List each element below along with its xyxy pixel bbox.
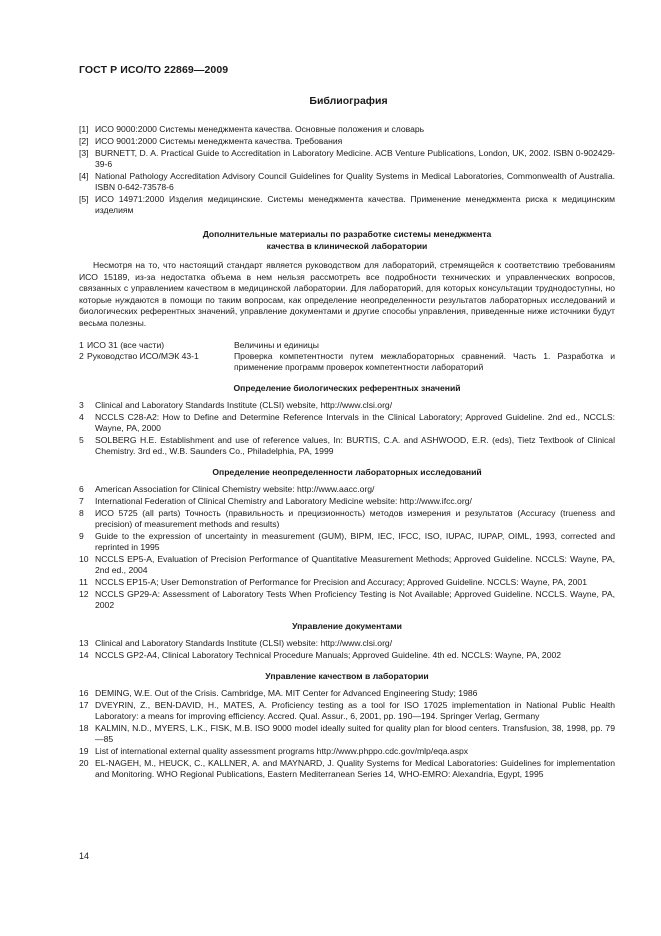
bibliography-item-number: [2]: [79, 136, 89, 146]
reference-item: [79, 758, 615, 780]
reference-item-text: NCCLS EP15-A; User Demonstration of Performance for Precision and Accuracy; Approved Guideline. NCCLS: Wayne, PA, 2001: [95, 576, 587, 587]
reference-item: [79, 484, 615, 495]
bibliography-item-number: [1]: [79, 124, 89, 134]
standard-item-text: Проверка компетентности путем межлабораторных сравнений. Часть 1. Разработка и применение программ проверок компетентности лабораторий: [234, 350, 615, 372]
reference-item-text: DEMING, W.E. Out of the Crisis. Cambridge, MA. MIT Center for Advanced Engineering Study; 1986: [95, 687, 478, 698]
bibliography-item-text: National Pathology Accreditation Advisory Council Guidelines for Quality Systems in Medical Laboratories, Commonwealth of Australia. ISBN 0-642-73578-6: [95, 171, 615, 192]
reference-item: [79, 496, 615, 507]
reference-item-number: 4: [79, 411, 84, 422]
reference-item-number: 13: [79, 637, 89, 648]
bibliography-item-number: [5]: [79, 194, 89, 204]
section-heading: Управление качеством в лаборатории: [265, 670, 429, 681]
reference-item: [79, 412, 615, 434]
reference-item: [79, 400, 615, 411]
standard-item-number: 1: [79, 339, 84, 350]
additional-heading-line2: качества в клинической лаборатории: [266, 241, 428, 251]
bibliography-item: [79, 148, 615, 170]
reference-item-number: 19: [79, 745, 89, 756]
standard-item-text: Величины и единицы: [234, 339, 319, 350]
section-heading: Определение неопределенности лабораторных исследований: [212, 466, 482, 477]
standard-item-document: Руководство ИСО/МЭК 43-1: [87, 350, 199, 361]
reference-item: [79, 746, 615, 757]
reference-item-number: 9: [79, 530, 84, 541]
reference-item-text: NCCLS GP2-A4, Clinical Laboratory Technical Procedure Manuals; Approved Guideline. 4th ed. NCCLS: Wayne, PA, 2002: [95, 649, 562, 660]
standard-item: [79, 351, 615, 373]
reference-item-number: 3: [79, 399, 84, 410]
reference-sections: [79, 383, 615, 780]
bibliography-item-number: [3]: [79, 148, 89, 158]
bibliography-list: [79, 124, 615, 216]
reference-item-text: NCCLS EP5-A, Evaluation of Precision Performance of Quantitative Measurement Methods; Approved Guideline. NCCLS: Wayne, PA, 2nd ed., 2004: [95, 553, 615, 575]
page-number: 14: [79, 851, 90, 861]
reference-item-text: Clinical and Laboratory Standards Institute (CLSI) website: http://www.clsi.org/: [95, 637, 393, 648]
reference-item-text: NCCLS C28-A2: How to Define and Determine Reference Intervals in the Clinical Laboratory; Approved Guideline. 2nd ed., NCCLS: Wayne, PA, 2000: [95, 411, 615, 433]
bibliography-item: [79, 171, 615, 193]
reference-item: [79, 650, 615, 661]
reference-item: [79, 589, 615, 611]
section-heading: Управление документами: [292, 620, 402, 631]
document-body: [79, 124, 615, 781]
reference-item-number: 20: [79, 757, 89, 768]
reference-item-number: 11: [79, 576, 88, 587]
reference-item-number: 17: [79, 699, 89, 710]
standard-item-number: 2: [79, 350, 84, 361]
bibliography-item-text: ИСО 9001:2000 Системы менеджмента качества. Требования: [95, 136, 343, 146]
reference-item-number: 5: [79, 434, 84, 445]
reference-item-number: 8: [79, 507, 84, 518]
reference-item-text: American Association for Clinical Chemistry website: http://www.aacc.org/: [95, 483, 375, 494]
reference-item: [79, 688, 615, 699]
reference-item-number: 18: [79, 722, 89, 733]
reference-item: [79, 531, 615, 553]
bibliography-title: [0, 95, 661, 107]
bibliography-item-number: [4]: [79, 171, 89, 181]
reference-item-text: List of international external quality assessment programs http://www.phppo.cdc.gov/mlp/eqa.aspx: [95, 745, 469, 756]
reference-item-number: 7: [79, 495, 84, 506]
reference-item: [79, 723, 615, 745]
standard-item-document: ИСО 31 (все части): [87, 339, 165, 350]
standard-item: [79, 340, 615, 351]
intro-paragraph: Несмотря на то, что настоящий стандарт является руководством для лабораторий, стремящейся к соответствию требованиям ИСО 15189, из-за недостатка объема в нем нельзя рассмотреть все подробности технических и управленческих вопросов, связанных с управлением качеством в медицинской лаборатории. Для лабораторий, для которых консультации труднодоступны, но которые нуждаются в помощи по таким вопросам, как определение неопределенности результатов лабораторных исследований и биологических референтных значений, управление документами и другие способы управления, приведенные ниже источники будут весьма полезны.: [79, 260, 615, 328]
bibliography-item: [79, 194, 615, 216]
reference-item-number: 12: [79, 588, 89, 599]
bibliography-item: [79, 124, 615, 135]
bibliography-item-text: BURNETT, D. A. Practical Guide to Accreditation in Laboratory Medicine. ACB Venture Publications, London, UK, 2002. ISBN 0-902429-39-6: [95, 148, 615, 169]
reference-item: [79, 508, 615, 530]
reference-item-text: EL-NAGEH, M., HEUCK, C., KALLNER, A. and MAYNARD, J. Quality Systems for Medical Laboratories: Guidelines for implementation and Monitoring. WHO Regional Publications, Eastern Mediterranean Series 14, WHO-EMRO: Alexandria, Egypt, 1995: [95, 757, 615, 779]
reference-item: [79, 577, 615, 588]
reference-item-number: 10: [79, 553, 89, 564]
bibliography-title-text: Библиография: [309, 95, 388, 107]
reference-item-text: Clinical and Laboratory Standards Institute (CLSI) website, http://www.clsi.org/: [95, 399, 393, 410]
document-header: ГОСТ Р ИСО/ТО 22869—2009: [79, 64, 229, 76]
reference-item-number: 6: [79, 483, 84, 494]
reference-item: [79, 638, 615, 649]
reference-item-number: 16: [79, 687, 89, 698]
reference-item: [79, 554, 615, 576]
reference-item-text: DVEYRIN, Z., BEN-DAVID, H., MATES, A. Proficiency testing as a tool for ISO 17025 implementation in National Public Health Laboratory: a means for improving efficiency. Accred. Qual. Assur., 6, 2001, pp. 190—194. Springer Verlag, Germany: [95, 699, 615, 721]
reference-item: [79, 700, 615, 722]
reference-item-text: ИСО 5725 (all parts) Точность (правильность и прецизионность) методов измерения и результатов (Accuracy (trueness and precision) of measurement methods and results): [95, 507, 615, 529]
reference-item-number: 14: [79, 649, 89, 660]
reference-item-text: KALMIN, N.D., MYERS, L.K., FISK, M.B. ISO 9000 model ideally suited for quality plan for blood centers. Transfusion, 38, 1998, pp. 79—85: [95, 722, 615, 744]
additional-heading-line1: Дополнительные материалы по разработке системы менеджмента: [202, 229, 492, 239]
reference-item-text: Guide to the expression of uncertainty in measurement (GUM), BIPM, IEC, IFCC, ISO, IUPAC, IUPAP, OIML, 1993, corrected and reprinted in 1995: [95, 530, 615, 552]
reference-item-text: NCCLS GP29-A: Assessment of Laboratory Tests When Proficiency Testing is Not Available; Approved Guideline. NCCLS. Wayne, PA, 2002: [95, 588, 615, 610]
additional-materials-heading: [79, 228, 615, 252]
standards-list: [79, 340, 615, 373]
bibliography-item: [79, 136, 615, 147]
bibliography-item-text: ИСО 14971:2000 Изделия медицинские. Системы менеджмента качества. Применение менеджмента риска к медицинским изделиям: [95, 194, 615, 215]
section-heading: Определение биологических референтных значений: [233, 382, 461, 393]
reference-item-text: International Federation of Clinical Chemistry and Laboratory Medicine website: http://www.ifcc.org/: [95, 495, 472, 506]
reference-item-text: SOLBERG H.E. Establishment and use of reference values, In: BURTIS, C.A. and ASHWOOD, E.R. (eds), Tietz Textbook of Clinical Chemistry. 3rd ed., W.B. Saunders Co., Philadelphia, PA, 1999: [95, 434, 615, 456]
reference-item: [79, 435, 615, 457]
bibliography-item-text: ИСО 9000:2000 Системы менеджмента качества. Основные положения и словарь: [95, 124, 425, 134]
